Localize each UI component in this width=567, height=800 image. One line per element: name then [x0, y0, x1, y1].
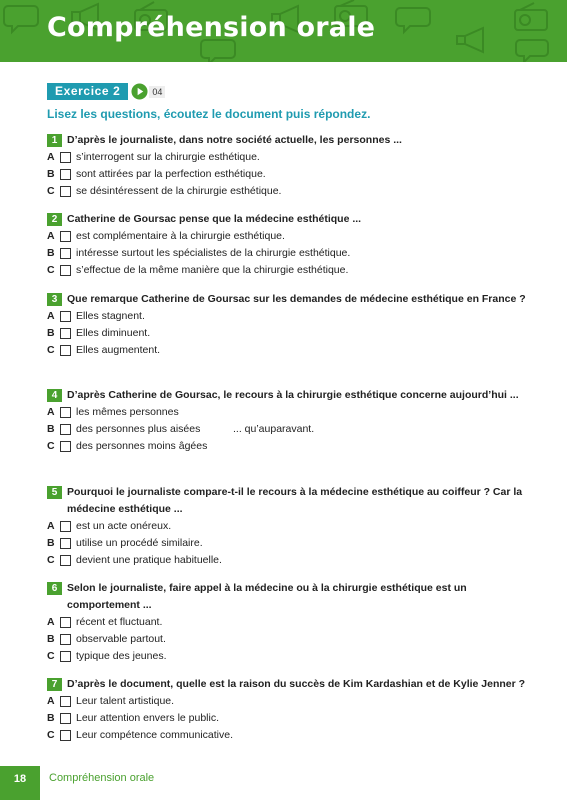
audio-track[interactable] — [131, 83, 165, 100]
answer-checkbox[interactable] — [60, 424, 71, 435]
option-text: est un acte onéreux. — [76, 520, 172, 532]
answer-checkbox[interactable] — [60, 634, 71, 645]
page-title: Compréhension orale — [47, 12, 376, 43]
answer-option-b[interactable] — [47, 421, 527, 438]
track-number: 04 — [149, 86, 165, 98]
play-icon[interactable] — [131, 83, 148, 100]
speech-bubble-icon — [396, 8, 430, 32]
question-header — [47, 580, 527, 614]
option-letter: A — [47, 616, 55, 628]
option-letter: C — [47, 554, 55, 566]
answer-option-a[interactable] — [47, 228, 527, 245]
question-text: Pourquoi le journaliste compare-t-il le recours à la médecine esthétique au coiffeur ? Car la médecine esthétique ... — [67, 486, 523, 515]
answer-option-b[interactable] — [47, 166, 527, 183]
option-text: s’interrogent sur la chirurgie esthétique. — [76, 151, 260, 163]
option-letter: C — [47, 264, 55, 276]
answer-checkbox[interactable] — [60, 538, 71, 549]
question-6 — [47, 580, 527, 665]
option-letter: A — [47, 695, 55, 707]
answer-option-b[interactable] — [47, 535, 527, 552]
option-text: intéresse surtout les spécialistes de la chirurgie esthétique. — [76, 247, 351, 259]
answer-option-c[interactable] — [47, 183, 527, 200]
option-letter: B — [47, 633, 55, 645]
answer-option-c[interactable] — [47, 552, 527, 569]
question-text: D’après le journaliste, dans notre société actuelle, les personnes ... — [67, 134, 402, 146]
question-header — [47, 291, 527, 308]
option-letter: A — [47, 230, 55, 242]
question-number: 7 — [47, 678, 62, 691]
exercise-heading — [47, 83, 165, 100]
option-text: des personnes moins âgées — [76, 440, 208, 452]
question-number: 6 — [47, 582, 62, 595]
question-3 — [47, 291, 527, 359]
option-letter: C — [47, 440, 55, 452]
answer-checkbox[interactable] — [60, 617, 71, 628]
question-number: 4 — [47, 389, 62, 402]
question-header — [47, 387, 527, 404]
option-letter: A — [47, 151, 55, 163]
answer-checkbox[interactable] — [60, 231, 71, 242]
option-text: est complémentaire à la chirurgie esthétique. — [76, 230, 285, 242]
option-text: Leur compétence communicative. — [76, 729, 233, 741]
answer-option-b[interactable] — [47, 245, 527, 262]
page-number: 18 — [0, 766, 40, 800]
option-text: les mêmes personnes — [76, 406, 179, 418]
option-text: Elles augmentent. — [76, 344, 161, 356]
question-header — [47, 676, 527, 693]
question-number: 5 — [47, 486, 62, 499]
option-text: devient une pratique habituelle. — [76, 554, 222, 566]
answer-checkbox[interactable] — [60, 730, 71, 741]
question-number: 3 — [47, 293, 62, 306]
option-letter: B — [47, 247, 55, 259]
question-header — [47, 132, 527, 149]
question-7 — [47, 676, 527, 744]
answer-option-b[interactable] — [47, 631, 527, 648]
answer-option-c[interactable] — [47, 438, 527, 455]
question-4 — [47, 387, 527, 455]
header-banner — [0, 0, 567, 62]
answer-checkbox[interactable] — [60, 696, 71, 707]
answer-checkbox[interactable] — [60, 555, 71, 566]
option-text: sont attirées par la perfection esthétique. — [76, 168, 266, 180]
option-text: Leur attention envers le public. — [76, 712, 220, 724]
answer-checkbox[interactable] — [60, 311, 71, 322]
option-text: des personnes plus aisées — [76, 423, 201, 435]
answer-checkbox[interactable] — [60, 345, 71, 356]
question-text: D’après Catherine de Goursac, le recours à la chirurgie esthétique concerne aujourd’hui ... — [67, 389, 519, 401]
instruction: Lisez les questions, écoutez le document puis répondez. — [47, 107, 371, 121]
option-letter: A — [47, 406, 55, 418]
answer-checkbox[interactable] — [60, 651, 71, 662]
answer-checkbox[interactable] — [60, 152, 71, 163]
option-letter: B — [47, 712, 55, 724]
option-letter: C — [47, 650, 55, 662]
answer-checkbox[interactable] — [60, 521, 71, 532]
answer-option-a[interactable] — [47, 308, 527, 325]
option-letter: B — [47, 168, 55, 180]
question-2 — [47, 211, 527, 279]
question-header — [47, 484, 527, 518]
question-text: Selon le journaliste, faire appel à la médecine ou à la chirurgie esthétique est un comportement ... — [67, 582, 467, 611]
option-text: récent et fluctuant. — [76, 616, 163, 628]
answer-option-c[interactable] — [47, 342, 527, 359]
speech-bubble-icon — [4, 6, 38, 32]
question-text: Catherine de Goursac pense que la médecine esthétique ... — [67, 213, 362, 225]
answer-checkbox[interactable] — [60, 713, 71, 724]
answer-option-c[interactable] — [47, 648, 527, 665]
option-text: se désintéressent de la chirurgie esthétique. — [76, 185, 282, 197]
option-suffix: ... qu’auparavant. — [233, 423, 315, 435]
option-letter: B — [47, 537, 55, 549]
question-text: Que remarque Catherine de Goursac sur les demandes de médecine esthétique en France ? — [67, 293, 526, 305]
radio-icon — [515, 3, 547, 30]
answer-checkbox[interactable] — [60, 407, 71, 418]
question-number: 1 — [47, 134, 62, 147]
answer-option-c[interactable] — [47, 262, 527, 279]
question-header — [47, 211, 527, 228]
answer-checkbox[interactable] — [60, 328, 71, 339]
option-letter: B — [47, 327, 55, 339]
answer-option-a[interactable] — [47, 693, 527, 710]
answer-checkbox[interactable] — [60, 186, 71, 197]
answer-option-c[interactable] — [47, 727, 527, 744]
answer-option-b[interactable] — [47, 710, 527, 727]
megaphone-icon — [457, 28, 483, 52]
answer-checkbox[interactable] — [60, 169, 71, 180]
option-text: Elles diminuent. — [76, 327, 151, 339]
answer-option-a[interactable] — [47, 404, 527, 421]
option-letter: B — [47, 423, 55, 435]
option-letter: A — [47, 520, 55, 532]
question-text: D’après le document, quelle est la raison du succès de Kim Kardashian et de Kylie Jenner ? — [67, 678, 526, 690]
answer-checkbox[interactable] — [60, 248, 71, 259]
option-text: Leur talent artistique. — [76, 695, 175, 707]
question-number: 2 — [47, 213, 62, 226]
exercise-label: Exercice 2 — [47, 83, 128, 100]
answer-option-a[interactable] — [47, 149, 527, 166]
option-text: s’effectue de la même manière que la chirurgie esthétique. — [76, 264, 349, 276]
footer-section: Compréhension orale — [49, 772, 155, 784]
option-letter: C — [47, 729, 55, 741]
option-text: observable partout. — [76, 633, 166, 645]
question-5 — [47, 484, 527, 569]
answer-option-a[interactable] — [47, 614, 527, 631]
answer-checkbox[interactable] — [60, 441, 71, 452]
option-letter: A — [47, 310, 55, 322]
answer-option-b[interactable] — [47, 325, 527, 342]
option-letter: C — [47, 185, 55, 197]
speech-bubble-icon — [201, 40, 235, 62]
option-text: utilise un procédé similaire. — [76, 537, 203, 549]
answer-checkbox[interactable] — [60, 265, 71, 276]
speech-bubble-icon — [516, 40, 548, 62]
question-1 — [47, 132, 527, 200]
option-text: typique des jeunes. — [76, 650, 167, 662]
answer-option-a[interactable] — [47, 518, 527, 535]
option-text: Elles stagnent. — [76, 310, 145, 322]
option-letter: C — [47, 344, 55, 356]
